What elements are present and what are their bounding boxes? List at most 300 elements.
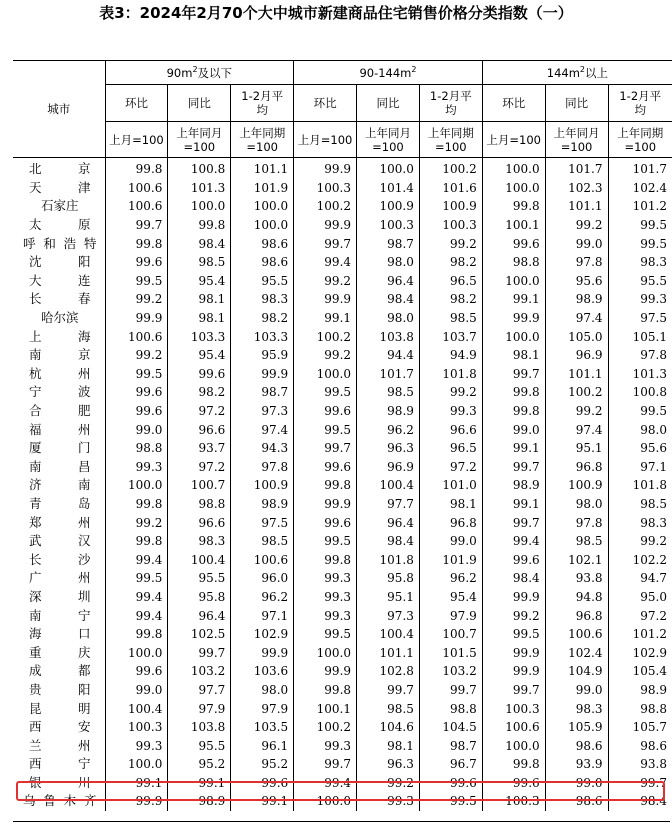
- price-index-table: [13, 60, 672, 811]
- value-cell: 100.6: [545, 625, 608, 644]
- value-cell: 100.6: [482, 718, 545, 737]
- value-cell: 102.2: [632, 552, 667, 567]
- value-cell: 100.1: [482, 216, 545, 235]
- value-cell: 97.8: [545, 513, 608, 532]
- value-cell: 97.8: [231, 458, 294, 477]
- value-cell: 96.9: [357, 458, 420, 477]
- value-cell: 95.6: [640, 441, 667, 456]
- city-cell: 西宁: [13, 755, 105, 774]
- value-cell: 98.6: [640, 738, 667, 753]
- value-cell: 95.1: [357, 588, 420, 607]
- city-cell: 天津: [13, 179, 105, 198]
- value-cell: 105.1: [632, 329, 667, 344]
- city-cell: 郑州: [13, 513, 105, 532]
- value-cell: 96.4: [357, 272, 420, 291]
- value-cell: 99.7: [482, 513, 545, 532]
- city-cell: 南宁: [13, 606, 105, 625]
- city-cell: 青岛: [13, 495, 105, 514]
- value-cell: 99.7: [482, 365, 545, 384]
- value-cell: 99.5: [640, 404, 667, 419]
- value-cell: 99.2: [640, 534, 667, 549]
- value-cell: 99.6: [482, 234, 545, 253]
- table-body: [13, 158, 672, 811]
- value-cell: 101.1: [545, 197, 608, 216]
- value-cell: 99.7: [482, 681, 545, 700]
- value-cell: 99.9: [482, 662, 545, 681]
- base-header: 上年同月 =100: [545, 122, 608, 158]
- value-cell: 105.7: [632, 720, 667, 735]
- value-cell: 98.9: [231, 495, 294, 514]
- value-cell: 100.0: [482, 158, 545, 179]
- value-cell: 100.0: [482, 736, 545, 755]
- city-cell: 合肥: [13, 402, 105, 421]
- value-cell: 97.1: [231, 606, 294, 625]
- value-cell: 96.4: [357, 513, 420, 532]
- value-cell: 96.2: [419, 569, 482, 588]
- value-cell: 99.5: [294, 532, 357, 551]
- value-cell: 99.2: [482, 606, 545, 625]
- value-cell: 97.1: [640, 459, 667, 474]
- value-cell: 96.5: [419, 439, 482, 458]
- value-cell: 99.6: [105, 253, 168, 272]
- table-row: [13, 420, 672, 439]
- value-cell: 99.2: [545, 216, 608, 235]
- value-cell: 99.5: [640, 218, 667, 233]
- city-cell: 南昌: [13, 458, 105, 477]
- city-cell: 武汉: [13, 532, 105, 551]
- value-cell: 103.3: [231, 327, 294, 346]
- city-cell: 南京: [13, 346, 105, 365]
- value-cell: 101.8: [357, 550, 420, 569]
- value-cell: 99.6: [482, 774, 545, 793]
- table-row: [13, 272, 672, 291]
- value-cell: 103.8: [357, 327, 420, 346]
- metric-header: 环比: [482, 85, 545, 122]
- value-cell: 99.2: [419, 234, 482, 253]
- table-row: [13, 550, 672, 569]
- table-row: [13, 402, 672, 421]
- city-cell: 乌鲁木齐: [13, 792, 105, 811]
- value-cell: 97.4: [545, 309, 608, 328]
- value-cell: 101.6: [419, 179, 482, 198]
- value-cell: 98.9: [545, 290, 608, 309]
- value-cell: 104.5: [419, 718, 482, 737]
- value-cell: 105.0: [545, 327, 608, 346]
- value-cell: 99.1: [168, 774, 231, 793]
- value-cell: 98.1: [168, 290, 231, 309]
- highlight-box: [16, 781, 665, 801]
- table-row: [13, 736, 672, 755]
- value-cell: 98.9: [482, 476, 545, 495]
- value-cell: 98.4: [168, 234, 231, 253]
- value-cell: 99.8: [105, 234, 168, 253]
- value-cell: 99.6: [419, 774, 482, 793]
- table-row: [13, 365, 672, 384]
- value-cell: 98.3: [640, 515, 667, 530]
- value-cell: 95.4: [168, 272, 231, 291]
- value-cell: 99.2: [294, 346, 357, 365]
- value-cell: 100.0: [231, 216, 294, 235]
- value-cell: 99.7: [482, 458, 545, 477]
- value-cell: 99.7: [357, 681, 420, 700]
- value-cell: 96.5: [419, 272, 482, 291]
- value-cell: 98.1: [419, 495, 482, 514]
- value-cell: 98.0: [231, 681, 294, 700]
- value-cell: 100.0: [105, 755, 168, 774]
- value-cell: 97.7: [357, 495, 420, 514]
- value-cell: 103.7: [419, 327, 482, 346]
- value-cell: 100.6: [105, 179, 168, 198]
- city-cell: 贵阳: [13, 681, 105, 700]
- value-cell: 95.0: [640, 589, 667, 604]
- value-cell: 95.2: [231, 755, 294, 774]
- value-cell: 100.8: [168, 158, 231, 179]
- table-row: [13, 458, 672, 477]
- table-row: [13, 476, 672, 495]
- value-cell: 97.8: [545, 253, 608, 272]
- table-row: [13, 662, 672, 681]
- city-cell: 济南: [13, 476, 105, 495]
- city-cell: 上海: [13, 327, 105, 346]
- value-cell: 95.1: [545, 439, 608, 458]
- value-cell: 100.0: [482, 179, 545, 198]
- city-cell: 广州: [13, 569, 105, 588]
- value-cell: 104.6: [357, 718, 420, 737]
- table-row: [13, 569, 672, 588]
- value-cell: 98.9: [168, 792, 231, 811]
- value-cell: 99.9: [105, 309, 168, 328]
- city-cell: 太原: [13, 216, 105, 235]
- value-cell: 98.0: [357, 253, 420, 272]
- value-cell: 99.2: [294, 272, 357, 291]
- value-cell: 101.0: [419, 476, 482, 495]
- value-cell: 100.2: [294, 197, 357, 216]
- value-cell: 99.3: [294, 588, 357, 607]
- table-bottom-border: [13, 821, 670, 822]
- value-cell: 99.8: [482, 197, 545, 216]
- value-cell: 99.5: [482, 625, 545, 644]
- value-cell: 99.9: [482, 588, 545, 607]
- value-cell: 100.6: [105, 197, 168, 216]
- value-cell: 99.3: [294, 569, 357, 588]
- value-cell: 97.9: [419, 606, 482, 625]
- value-cell: 99.8: [294, 476, 357, 495]
- value-cell: 101.2: [632, 199, 667, 214]
- city-cell: 重庆: [13, 643, 105, 662]
- value-cell: 94.9: [419, 346, 482, 365]
- value-cell: 99.5: [105, 365, 168, 384]
- value-cell: 96.8: [545, 458, 608, 477]
- value-cell: 97.5: [231, 513, 294, 532]
- value-cell: 99.9: [294, 158, 357, 179]
- value-cell: 99.8: [105, 495, 168, 514]
- table-row: [13, 346, 672, 365]
- value-cell: 102.9: [632, 645, 667, 660]
- value-cell: 98.3: [545, 699, 608, 718]
- value-cell: 100.9: [357, 197, 420, 216]
- value-cell: 98.6: [545, 792, 608, 811]
- value-cell: 98.0: [357, 309, 420, 328]
- value-cell: 96.6: [168, 420, 231, 439]
- value-cell: 100.6: [231, 550, 294, 569]
- value-cell: 97.8: [640, 348, 667, 363]
- table-title: 表3：2024年2月70个大中城市新建商品住宅销售价格分类指数（一）: [99, 4, 573, 22]
- value-cell: 98.9: [357, 402, 420, 421]
- value-cell: 99.0: [105, 420, 168, 439]
- value-cell: 95.9: [231, 346, 294, 365]
- value-cell: 99.8: [294, 550, 357, 569]
- value-cell: 98.2: [168, 383, 231, 402]
- city-cell: 深圳: [13, 588, 105, 607]
- value-cell: 99.0: [105, 681, 168, 700]
- value-cell: 103.3: [168, 327, 231, 346]
- value-cell: 100.0: [294, 365, 357, 384]
- value-cell: 95.4: [419, 588, 482, 607]
- value-cell: 98.6: [545, 736, 608, 755]
- value-cell: 97.3: [357, 606, 420, 625]
- table-row: [13, 643, 672, 662]
- value-cell: 100.3: [105, 718, 168, 737]
- value-cell: 98.4: [357, 290, 420, 309]
- value-cell: 97.2: [640, 608, 667, 623]
- city-cell: 长沙: [13, 550, 105, 569]
- value-cell: 99.1: [231, 792, 294, 811]
- value-cell: 100.8: [632, 385, 667, 400]
- value-cell: 95.8: [168, 588, 231, 607]
- city-cell: 石家庄: [13, 197, 105, 216]
- value-cell: 99.9: [482, 643, 545, 662]
- value-cell: 100.9: [419, 197, 482, 216]
- value-cell: 100.3: [294, 179, 357, 198]
- value-cell: 98.2: [231, 309, 294, 328]
- value-cell: 100.0: [482, 272, 545, 291]
- metric-header: 1-2月平 均: [419, 85, 482, 122]
- value-cell: 98.7: [419, 736, 482, 755]
- value-cell: 100.1: [294, 699, 357, 718]
- table-row: [13, 439, 672, 458]
- value-cell: 95.5: [231, 272, 294, 291]
- value-cell: 100.0: [168, 197, 231, 216]
- value-cell: 98.5: [545, 532, 608, 551]
- value-cell: 101.1: [545, 365, 608, 384]
- value-cell: 100.4: [357, 476, 420, 495]
- value-cell: 98.5: [231, 532, 294, 551]
- value-cell: 99.9: [294, 495, 357, 514]
- value-cell: 100.2: [294, 718, 357, 737]
- city-cell: 兰州: [13, 736, 105, 755]
- value-cell: 100.7: [419, 625, 482, 644]
- value-cell: 99.5: [105, 272, 168, 291]
- value-cell: 101.8: [419, 365, 482, 384]
- value-cell: 99.0: [482, 420, 545, 439]
- table-row: [13, 309, 672, 328]
- value-cell: 101.2: [632, 627, 667, 642]
- value-cell: 94.7: [640, 571, 667, 586]
- value-cell: 101.9: [419, 550, 482, 569]
- value-cell: 100.2: [419, 158, 482, 179]
- value-cell: 103.5: [231, 718, 294, 737]
- value-cell: 101.1: [231, 158, 294, 179]
- value-cell: 95.2: [168, 755, 231, 774]
- city-cell: 西安: [13, 718, 105, 737]
- city-cell: 沈阳: [13, 253, 105, 272]
- value-cell: 93.8: [545, 569, 608, 588]
- table-row: [13, 625, 672, 644]
- value-cell: 99.9: [294, 662, 357, 681]
- value-cell: 99.1: [482, 439, 545, 458]
- group-header-large: $144m^2$以上: [482, 61, 672, 85]
- value-cell: 100.7: [168, 476, 231, 495]
- city-cell: 北京: [13, 158, 105, 179]
- table-row: [13, 327, 672, 346]
- value-cell: 99.8: [482, 383, 545, 402]
- city-cell: 海口: [13, 625, 105, 644]
- value-cell: 96.3: [357, 439, 420, 458]
- value-cell: 100.2: [545, 383, 608, 402]
- value-cell: 100.0: [357, 158, 420, 179]
- value-cell: 98.8: [168, 495, 231, 514]
- value-cell: 98.1: [168, 309, 231, 328]
- value-cell: 96.0: [231, 569, 294, 588]
- value-cell: 99.8: [482, 755, 545, 774]
- value-cell: 99.7: [640, 775, 667, 790]
- value-cell: 99.7: [294, 234, 357, 253]
- city-cell: 呼和浩特: [13, 234, 105, 253]
- value-cell: 98.7: [231, 383, 294, 402]
- value-cell: 99.4: [294, 774, 357, 793]
- value-cell: 98.3: [640, 255, 667, 270]
- value-cell: 99.4: [294, 253, 357, 272]
- table-row: [13, 216, 672, 235]
- city-cell: 哈尔滨: [13, 309, 105, 328]
- value-cell: 100.3: [482, 792, 545, 811]
- value-cell: 97.9: [231, 699, 294, 718]
- base-header: 上月=100: [294, 122, 357, 158]
- value-cell: 101.7: [632, 162, 667, 177]
- value-cell: 103.6: [231, 662, 294, 681]
- value-cell: 99.6: [482, 550, 545, 569]
- value-cell: 94.8: [545, 588, 608, 607]
- value-cell: 99.6: [294, 458, 357, 477]
- metric-header: 1-2月平 均: [608, 85, 672, 122]
- table-row: [13, 253, 672, 272]
- value-cell: 99.6: [294, 402, 357, 421]
- value-cell: 99.5: [419, 792, 482, 811]
- value-cell: 100.4: [168, 550, 231, 569]
- table-row: [13, 197, 672, 216]
- city-cell: 宁波: [13, 383, 105, 402]
- table-row: [13, 234, 672, 253]
- value-cell: 100.0: [482, 327, 545, 346]
- value-cell: 101.8: [632, 478, 667, 493]
- value-cell: 99.7: [294, 755, 357, 774]
- base-header: 上月=100: [105, 122, 168, 158]
- base-header: 上月=100: [482, 122, 545, 158]
- value-cell: 99.8: [482, 402, 545, 421]
- value-cell: 99.2: [419, 383, 482, 402]
- value-cell: 100.0: [294, 792, 357, 811]
- value-cell: 99.4: [105, 550, 168, 569]
- value-cell: 99.6: [105, 383, 168, 402]
- value-cell: 99.7: [105, 216, 168, 235]
- base-header: 上年同期 =100: [231, 122, 294, 158]
- value-cell: 98.2: [419, 253, 482, 272]
- value-cell: 99.7: [419, 681, 482, 700]
- value-cell: 99.3: [105, 736, 168, 755]
- value-cell: 95.5: [640, 273, 667, 288]
- group-header-medium: $90-144m^2$: [294, 61, 483, 85]
- value-cell: 99.4: [105, 606, 168, 625]
- city-cell: 福州: [13, 420, 105, 439]
- value-cell: 96.8: [419, 513, 482, 532]
- value-cell: 97.2: [419, 458, 482, 477]
- value-cell: 95.6: [545, 272, 608, 291]
- value-cell: 100.4: [357, 625, 420, 644]
- value-cell: 103.8: [168, 718, 231, 737]
- value-cell: 100.0: [105, 476, 168, 495]
- value-cell: 96.1: [231, 736, 294, 755]
- value-cell: 99.1: [482, 290, 545, 309]
- value-cell: 98.4: [482, 569, 545, 588]
- value-cell: 97.7: [168, 681, 231, 700]
- base-header: 上年同期 =100: [419, 122, 482, 158]
- value-cell: 99.3: [419, 402, 482, 421]
- value-cell: 99.5: [294, 625, 357, 644]
- value-cell: 96.2: [357, 420, 420, 439]
- base-header: 上年同月 =100: [357, 122, 420, 158]
- value-cell: 98.8: [105, 439, 168, 458]
- table-row: [13, 513, 672, 532]
- value-cell: 99.6: [294, 513, 357, 532]
- value-cell: 100.3: [419, 216, 482, 235]
- metric-header: 同比: [545, 85, 608, 122]
- value-cell: 98.6: [231, 253, 294, 272]
- value-cell: 97.9: [168, 699, 231, 718]
- value-cell: 96.6: [168, 513, 231, 532]
- city-cell: 厦门: [13, 439, 105, 458]
- value-cell: 100.4: [105, 699, 168, 718]
- value-cell: 105.9: [545, 718, 608, 737]
- value-cell: 99.0: [545, 681, 608, 700]
- value-cell: 96.7: [419, 755, 482, 774]
- value-cell: 98.5: [640, 496, 667, 511]
- value-cell: 98.2: [419, 290, 482, 309]
- value-cell: 99.4: [482, 532, 545, 551]
- value-cell: 96.3: [357, 755, 420, 774]
- table-row: [13, 179, 672, 198]
- value-cell: 99.2: [357, 774, 420, 793]
- value-cell: 99.9: [482, 309, 545, 328]
- value-cell: 99.0: [419, 532, 482, 551]
- value-cell: 99.5: [294, 383, 357, 402]
- value-cell: 99.9: [294, 216, 357, 235]
- city-cell: 成都: [13, 662, 105, 681]
- value-cell: 101.9: [231, 179, 294, 198]
- value-cell: 98.5: [168, 253, 231, 272]
- value-cell: 99.0: [545, 774, 608, 793]
- value-cell: 100.9: [545, 476, 608, 495]
- table-row: [13, 755, 672, 774]
- value-cell: 102.9: [231, 625, 294, 644]
- value-cell: 98.0: [640, 422, 667, 437]
- value-cell: 101.4: [357, 179, 420, 198]
- value-cell: 100.9: [231, 476, 294, 495]
- value-cell: 98.1: [482, 346, 545, 365]
- value-cell: 99.6: [168, 365, 231, 384]
- value-cell: 95.4: [168, 346, 231, 365]
- value-cell: 97.2: [168, 402, 231, 421]
- value-cell: 99.6: [231, 774, 294, 793]
